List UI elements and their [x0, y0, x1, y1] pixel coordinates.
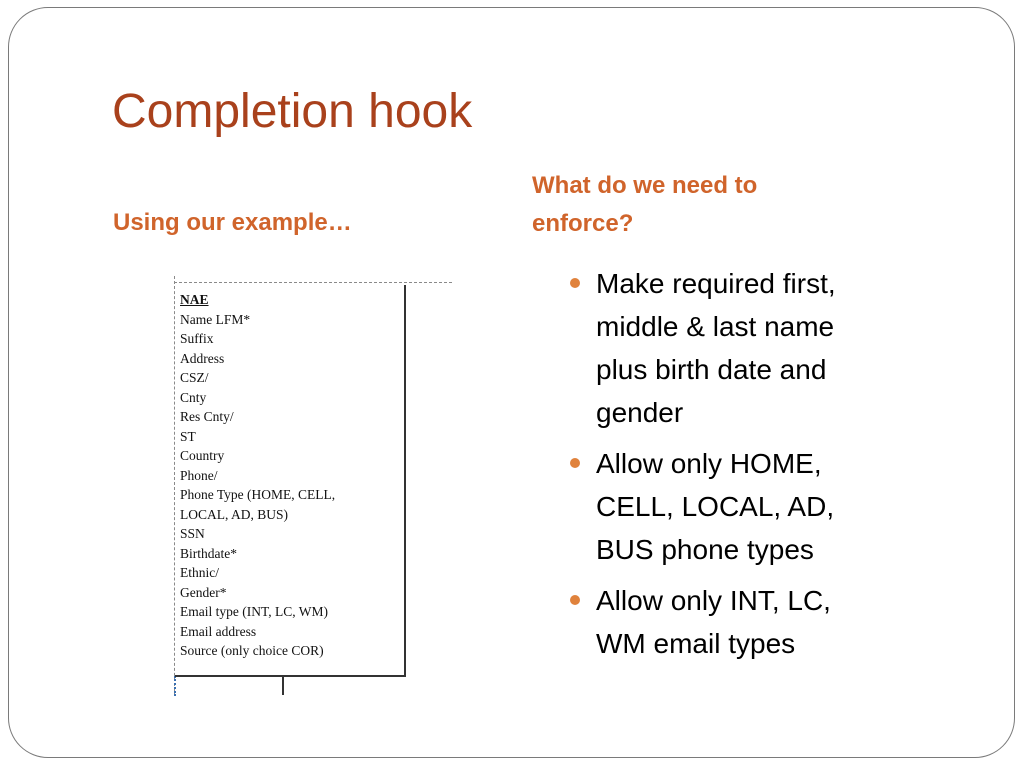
form-field: Gender* — [180, 584, 227, 600]
form-field-list — [180, 290, 335, 661]
form-section-heading: NAE — [180, 292, 209, 307]
form-field: CSZ/ — [180, 370, 209, 385]
bullet-icon — [570, 278, 580, 288]
bullet-text — [596, 579, 928, 665]
dashed-guide-horizontal — [174, 282, 452, 283]
bullet-line: middle & last name — [596, 311, 835, 342]
form-field: Suffix — [180, 331, 214, 346]
bullet-item — [568, 579, 928, 665]
bullet-item — [568, 442, 928, 571]
bullet-line: Allow only INT, LC, — [596, 585, 831, 616]
form-field: Birthdate* — [180, 545, 237, 561]
slide-title: Completion hook — [112, 85, 473, 138]
form-field: Email address — [180, 623, 257, 639]
form-field: Country — [180, 448, 225, 463]
form-excerpt-image — [172, 276, 454, 698]
dotted-guide-marker — [174, 676, 176, 696]
bullet-icon — [570, 595, 580, 605]
bullet-text — [596, 262, 928, 434]
bullet-list — [568, 262, 928, 673]
bullet-line: WM email types — [596, 628, 796, 659]
bullet-text — [596, 442, 928, 571]
bullet-item — [568, 262, 928, 434]
form-field: Res Cnty/ — [180, 409, 234, 424]
bullet-line: Make required first, — [596, 268, 836, 299]
right-column-heading — [532, 167, 912, 243]
bullet-line: gender — [596, 397, 684, 428]
form-field: Address — [180, 350, 225, 366]
right-heading-line: What do we need to — [532, 172, 758, 199]
form-field: Ethnic/ — [180, 565, 219, 580]
form-field: Cnty — [180, 389, 207, 405]
left-column-heading: Using our example… — [113, 209, 352, 236]
form-field: SSN — [180, 526, 205, 541]
form-box-tick — [282, 677, 284, 695]
bullet-line: BUS phone types — [596, 534, 814, 565]
bullet-line: plus birth date and — [596, 354, 827, 385]
bullet-line: CELL, LOCAL, AD, — [596, 491, 835, 522]
form-field: Source (only choice COR) — [180, 643, 324, 658]
form-field: LOCAL, AD, BUS) — [180, 506, 289, 522]
form-field: Phone Type (HOME, CELL, — [180, 487, 336, 502]
bullet-icon — [570, 458, 580, 468]
form-field: ST — [180, 428, 196, 444]
right-heading-line: enforce? — [532, 210, 634, 237]
bullet-line: Allow only HOME, — [596, 448, 822, 479]
form-field: Name LFM* — [180, 311, 251, 327]
form-field: Email type (INT, LC, WM) — [180, 604, 328, 619]
form-field: Phone/ — [180, 467, 218, 483]
